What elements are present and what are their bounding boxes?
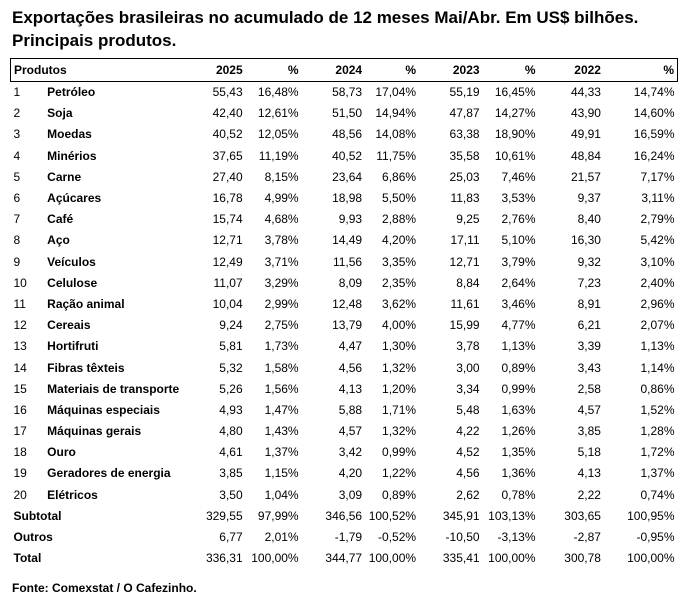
value-cell: 9,37 bbox=[577, 191, 601, 206]
summary-value-cell: 345,91 bbox=[442, 508, 480, 523]
summary-row bbox=[11, 505, 678, 526]
table-row bbox=[11, 293, 678, 314]
value-cell: 0,74% bbox=[640, 487, 675, 502]
value-cell: 6,86% bbox=[382, 169, 417, 184]
table-row bbox=[11, 357, 678, 378]
value-cell: 0,86% bbox=[640, 381, 675, 396]
product-name-cell: Moedas bbox=[47, 127, 92, 142]
title-line-1: Exportações brasileiras no acumulado de 12 meses Mai/Abr. Em US$ bilhões. bbox=[12, 8, 639, 27]
rank-cell: 16 bbox=[13, 402, 27, 417]
value-cell: 16,59% bbox=[633, 127, 675, 142]
product-name-cell: Geradores de energia bbox=[47, 466, 171, 481]
value-cell: 1,52% bbox=[640, 402, 675, 417]
summary-label-cell: Total bbox=[13, 551, 42, 566]
product-name-cell: Hortifruti bbox=[47, 339, 99, 354]
summary-value-cell: 100,00% bbox=[627, 551, 675, 566]
value-cell: 7,46% bbox=[501, 169, 536, 184]
value-cell: 5,50% bbox=[382, 191, 417, 206]
value-cell: 9,93 bbox=[338, 212, 363, 227]
value-cell: 55,19 bbox=[449, 85, 480, 100]
value-cell: 23,64 bbox=[332, 169, 363, 184]
value-cell: 3,78 bbox=[456, 339, 480, 354]
value-cell: 12,49 bbox=[212, 254, 243, 269]
rank-cell: 14 bbox=[13, 360, 27, 375]
value-cell: 1,35% bbox=[501, 445, 536, 460]
rank-cell: 19 bbox=[13, 466, 27, 481]
value-cell: 9,25 bbox=[456, 212, 480, 227]
value-cell: 35,58 bbox=[449, 148, 480, 163]
rank-cell: 15 bbox=[13, 381, 27, 396]
header-pct-2025: % bbox=[246, 59, 302, 82]
summary-value-cell: 97,99% bbox=[257, 508, 299, 523]
value-cell: 3,00 bbox=[456, 360, 480, 375]
value-cell: 9,24 bbox=[219, 318, 243, 333]
rank-cell: 7 bbox=[13, 212, 21, 227]
value-cell: 3,50 bbox=[219, 487, 243, 502]
product-name-cell: Carne bbox=[47, 169, 82, 184]
value-cell: 16,78 bbox=[212, 191, 243, 206]
product-name-cell: Ouro bbox=[47, 445, 76, 460]
value-cell: 11,83 bbox=[450, 191, 480, 206]
product-name-cell: Máquinas especiais bbox=[47, 402, 160, 417]
summary-value-cell: 103,13% bbox=[488, 508, 536, 523]
value-cell: 25,03 bbox=[449, 169, 480, 184]
table-header-row bbox=[11, 59, 678, 82]
value-cell: 1,22% bbox=[382, 466, 417, 481]
summary-value-cell: 303,65 bbox=[564, 508, 601, 523]
value-cell: 0,89% bbox=[501, 360, 536, 375]
value-cell: 4,20 bbox=[338, 466, 363, 481]
value-cell: 5,81 bbox=[219, 339, 243, 354]
summary-value-cell: 329,55 bbox=[205, 508, 243, 523]
table-row bbox=[11, 272, 678, 293]
value-cell: 1,37% bbox=[264, 445, 299, 460]
value-cell: 6,21 bbox=[577, 318, 601, 333]
value-cell: 4,57 bbox=[577, 402, 601, 417]
table-row bbox=[11, 442, 678, 463]
value-cell: 1,30% bbox=[382, 339, 417, 354]
summary-value-cell: -1,79 bbox=[334, 530, 363, 545]
value-cell: 2,35% bbox=[382, 275, 417, 290]
summary-value-cell: -3,13% bbox=[497, 530, 536, 545]
value-cell: 4,80 bbox=[219, 424, 243, 439]
value-cell: 1,63% bbox=[501, 402, 536, 417]
value-cell: 4,61 bbox=[219, 445, 243, 460]
summary-value-cell: 100,00% bbox=[488, 551, 536, 566]
summary-value-cell: -10,50 bbox=[445, 530, 480, 545]
value-cell: 18,98 bbox=[332, 191, 363, 206]
value-cell: 3,62% bbox=[382, 296, 417, 311]
value-cell: 55,43 bbox=[212, 85, 243, 100]
value-cell: 13,79 bbox=[332, 318, 363, 333]
value-cell: 4,56 bbox=[338, 360, 363, 375]
value-cell: 1,71% bbox=[382, 402, 417, 417]
value-cell: 1,04% bbox=[264, 487, 299, 502]
value-cell: 0,99% bbox=[382, 445, 417, 460]
value-cell: 11,07 bbox=[213, 275, 243, 290]
value-cell: 1,72% bbox=[640, 445, 675, 460]
value-cell: 14,60% bbox=[633, 106, 675, 121]
rank-cell: 11 bbox=[13, 296, 26, 311]
value-cell: 2,58 bbox=[577, 381, 601, 396]
value-cell: 2,79% bbox=[640, 212, 675, 227]
table-row bbox=[11, 421, 678, 442]
table-row bbox=[11, 124, 678, 145]
value-cell: 17,04% bbox=[375, 85, 417, 100]
value-cell: 4,00% bbox=[382, 318, 417, 333]
table-row bbox=[11, 399, 678, 420]
summary-value-cell: 100,95% bbox=[627, 508, 675, 523]
summary-row bbox=[11, 526, 678, 547]
value-cell: 4,13 bbox=[577, 466, 601, 481]
table-row bbox=[11, 145, 678, 166]
rank-cell: 9 bbox=[13, 254, 21, 269]
rank-cell: 2 bbox=[13, 106, 21, 121]
value-cell: 3,11% bbox=[641, 191, 675, 206]
value-cell: 2,40% bbox=[640, 275, 675, 290]
value-cell: 1,47% bbox=[264, 402, 299, 417]
rank-cell: 6 bbox=[13, 191, 21, 206]
value-cell: 14,74% bbox=[633, 85, 675, 100]
product-name-cell: Petróleo bbox=[47, 85, 96, 100]
value-cell: 1,14% bbox=[640, 360, 675, 375]
value-cell: 16,48% bbox=[257, 85, 299, 100]
value-cell: 1,37% bbox=[640, 466, 675, 481]
product-name-cell: Celulose bbox=[47, 275, 98, 290]
header-pct-2024: % bbox=[365, 59, 419, 82]
value-cell: 4,77% bbox=[501, 318, 536, 333]
table-row bbox=[11, 82, 678, 103]
value-cell: 11,75% bbox=[376, 148, 417, 163]
value-cell: 1,73% bbox=[264, 339, 299, 354]
header-pct-2022: % bbox=[604, 59, 678, 82]
summary-value-cell: 300,78 bbox=[564, 551, 601, 566]
value-cell: 40,52 bbox=[332, 148, 363, 163]
value-cell: 4,52 bbox=[456, 445, 480, 460]
value-cell: 4,93 bbox=[219, 402, 243, 417]
value-cell: 1,43% bbox=[264, 424, 299, 439]
value-cell: 3,09 bbox=[338, 487, 363, 502]
value-cell: 3,42 bbox=[338, 445, 363, 460]
value-cell: 11,61 bbox=[450, 296, 480, 311]
summary-value-cell: 100,00% bbox=[368, 551, 417, 566]
value-cell: 2,62 bbox=[456, 487, 480, 502]
value-cell: 16,30 bbox=[570, 233, 601, 248]
product-name-cell: Aço bbox=[47, 233, 70, 248]
value-cell: 3,46% bbox=[501, 296, 536, 311]
value-cell: 8,09 bbox=[338, 275, 363, 290]
value-cell: 63,38 bbox=[449, 127, 480, 142]
value-cell: 42,40 bbox=[212, 106, 243, 121]
document-title bbox=[12, 6, 638, 52]
value-cell: 16,45% bbox=[494, 85, 536, 100]
table-row bbox=[11, 378, 678, 399]
rank-cell: 5 bbox=[13, 169, 21, 184]
value-cell: 1,58% bbox=[264, 360, 299, 375]
rank-cell: 10 bbox=[13, 275, 27, 290]
header-produtos: Produtos bbox=[11, 59, 192, 82]
value-cell: 3,71% bbox=[264, 254, 299, 269]
table-row bbox=[11, 209, 678, 230]
value-cell: 5,48 bbox=[456, 402, 480, 417]
value-cell: 2,22 bbox=[577, 487, 601, 502]
value-cell: 2,75% bbox=[264, 318, 299, 333]
value-cell: 14,49 bbox=[332, 233, 363, 248]
product-name-cell: Fibras têxteis bbox=[47, 360, 125, 375]
value-cell: 3,85 bbox=[219, 466, 243, 481]
value-cell: 2,64% bbox=[501, 275, 536, 290]
table-row bbox=[11, 166, 678, 187]
summary-value-cell: 100,52% bbox=[368, 508, 417, 523]
value-cell: 8,15% bbox=[264, 169, 299, 184]
value-cell: 48,56 bbox=[332, 127, 363, 142]
value-cell: 51,50 bbox=[332, 106, 363, 121]
value-cell: 8,91 bbox=[577, 296, 601, 311]
rank-cell: 18 bbox=[13, 445, 27, 460]
value-cell: 10,04 bbox=[212, 296, 243, 311]
value-cell: 0,78% bbox=[501, 487, 536, 502]
value-cell: 0,89% bbox=[382, 487, 417, 502]
value-cell: 12,61% bbox=[257, 106, 299, 121]
header-2022: 2022 bbox=[539, 59, 604, 82]
value-cell: 1,32% bbox=[382, 360, 417, 375]
value-cell: 3,29% bbox=[264, 275, 299, 290]
value-cell: 1,32% bbox=[382, 424, 417, 439]
value-cell: 3,43 bbox=[577, 360, 601, 375]
value-cell: 27,40 bbox=[212, 169, 243, 184]
product-name-cell: Máquinas gerais bbox=[47, 424, 142, 439]
exports-table bbox=[10, 58, 678, 569]
summary-value-cell: -0,52% bbox=[378, 530, 417, 545]
value-cell: 12,71 bbox=[449, 254, 480, 269]
value-cell: 4,57 bbox=[338, 424, 363, 439]
value-cell: 16,24% bbox=[633, 148, 675, 163]
value-cell: 21,57 bbox=[570, 169, 601, 184]
value-cell: 3,78% bbox=[264, 233, 299, 248]
product-name-cell: Ração animal bbox=[47, 296, 125, 311]
value-cell: 3,79% bbox=[501, 254, 536, 269]
value-cell: 8,84 bbox=[456, 275, 480, 290]
header-2024: 2024 bbox=[302, 59, 366, 82]
rank-cell: 3 bbox=[13, 127, 21, 142]
value-cell: 5,18 bbox=[577, 445, 601, 460]
value-cell: 15,74 bbox=[212, 212, 243, 227]
title-line-2: Principais produtos. bbox=[12, 31, 177, 50]
summary-label-cell: Outros bbox=[13, 530, 53, 545]
table-row bbox=[11, 463, 678, 484]
product-name-cell: Materiais de transporte bbox=[47, 381, 180, 396]
value-cell: 7,17% bbox=[640, 169, 675, 184]
summary-value-cell: 344,77 bbox=[325, 551, 363, 566]
value-cell: 2,76% bbox=[501, 212, 536, 227]
product-name-cell: Elétricos bbox=[47, 487, 98, 502]
value-cell: 2,96% bbox=[640, 296, 675, 311]
value-cell: 10,61% bbox=[494, 148, 536, 163]
value-cell: 9,32 bbox=[577, 254, 601, 269]
header-2023: 2023 bbox=[419, 59, 483, 82]
value-cell: 58,73 bbox=[332, 85, 363, 100]
value-cell: 3,85 bbox=[577, 424, 601, 439]
header-2025: 2025 bbox=[192, 59, 246, 82]
value-cell: 2,07% bbox=[640, 318, 675, 333]
source-footer: Fonte: Comexstat / O Cafezinho. bbox=[12, 581, 197, 595]
value-cell: 11,56 bbox=[332, 254, 363, 269]
value-cell: 4,20% bbox=[382, 233, 417, 248]
table-row bbox=[11, 187, 678, 208]
value-cell: 3,39 bbox=[577, 339, 601, 354]
product-name-cell: Café bbox=[47, 212, 74, 227]
value-cell: 40,52 bbox=[212, 127, 243, 142]
value-cell: 3,34 bbox=[456, 381, 480, 396]
product-name-cell: Soja bbox=[47, 106, 73, 121]
rank-cell: 1 bbox=[13, 85, 21, 100]
rank-cell: 12 bbox=[13, 318, 27, 333]
value-cell: 2,88% bbox=[382, 212, 417, 227]
value-cell: 14,08% bbox=[375, 127, 417, 142]
value-cell: 37,65 bbox=[212, 148, 243, 163]
value-cell: 43,90 bbox=[570, 106, 601, 121]
value-cell: 1,28% bbox=[640, 424, 675, 439]
value-cell: 12,05% bbox=[257, 127, 299, 142]
value-cell: 11,19% bbox=[258, 148, 299, 163]
product-name-cell: Minérios bbox=[47, 148, 97, 163]
summary-value-cell: -0,95% bbox=[636, 530, 675, 545]
value-cell: 14,94% bbox=[375, 106, 417, 121]
value-cell: 1,20% bbox=[382, 381, 417, 396]
value-cell: 18,90% bbox=[494, 127, 536, 142]
rank-cell: 20 bbox=[13, 487, 27, 502]
table-row bbox=[11, 230, 678, 251]
header-pct-2023: % bbox=[483, 59, 539, 82]
value-cell: 3,53% bbox=[501, 191, 536, 206]
value-cell: 48,84 bbox=[570, 148, 601, 163]
value-cell: 1,15% bbox=[264, 466, 299, 481]
value-cell: 12,71 bbox=[212, 233, 243, 248]
value-cell: 1,36% bbox=[501, 466, 536, 481]
value-cell: 49,91 bbox=[570, 127, 601, 142]
value-cell: 1,56% bbox=[264, 381, 299, 396]
table-row bbox=[11, 103, 678, 124]
value-cell: 5,26 bbox=[219, 381, 243, 396]
value-cell: 7,23 bbox=[577, 275, 601, 290]
summary-value-cell: 6,77 bbox=[219, 530, 243, 545]
table-row bbox=[11, 315, 678, 336]
value-cell: 2,99% bbox=[264, 296, 299, 311]
rank-cell: 17 bbox=[13, 424, 27, 439]
value-cell: 4,22 bbox=[456, 424, 480, 439]
value-cell: 4,56 bbox=[456, 466, 480, 481]
value-cell: 4,68% bbox=[264, 212, 299, 227]
summary-value-cell: -2,87 bbox=[573, 530, 601, 545]
value-cell: 1,13% bbox=[501, 339, 536, 354]
summary-value-cell: 100,00% bbox=[251, 551, 299, 566]
summary-label-cell: Subtotal bbox=[13, 508, 62, 523]
summary-row bbox=[11, 548, 678, 569]
rank-cell: 13 bbox=[13, 339, 27, 354]
value-cell: 15,99 bbox=[449, 318, 480, 333]
summary-value-cell: 2,01% bbox=[264, 530, 299, 545]
value-cell: 8,40 bbox=[577, 212, 601, 227]
product-name-cell: Veículos bbox=[47, 254, 96, 269]
value-cell: 3,10% bbox=[640, 254, 675, 269]
value-cell: 4,13 bbox=[338, 381, 363, 396]
value-cell: 4,47 bbox=[338, 339, 363, 354]
table-row bbox=[11, 336, 678, 357]
table-row bbox=[11, 251, 678, 272]
summary-value-cell: 346,56 bbox=[325, 508, 363, 523]
value-cell: 1,13% bbox=[640, 339, 675, 354]
rank-cell: 4 bbox=[13, 148, 21, 163]
value-cell: 14,27% bbox=[494, 106, 536, 121]
value-cell: 1,26% bbox=[501, 424, 536, 439]
value-cell: 5,42% bbox=[640, 233, 675, 248]
value-cell: 17,11 bbox=[450, 233, 480, 248]
value-cell: 5,88 bbox=[338, 402, 363, 417]
summary-value-cell: 335,41 bbox=[442, 551, 480, 566]
value-cell: 12,48 bbox=[332, 296, 363, 311]
value-cell: 44,33 bbox=[570, 85, 601, 100]
value-cell: 4,99% bbox=[264, 191, 299, 206]
value-cell: 5,10% bbox=[501, 233, 536, 248]
value-cell: 0,99% bbox=[501, 381, 536, 396]
product-name-cell: Cereais bbox=[47, 318, 91, 333]
rank-cell: 8 bbox=[13, 233, 21, 248]
summary-value-cell: 336,31 bbox=[205, 551, 243, 566]
value-cell: 47,87 bbox=[449, 106, 480, 121]
value-cell: 5,32 bbox=[219, 360, 243, 375]
table-row bbox=[11, 484, 678, 505]
product-name-cell: Açúcares bbox=[47, 191, 102, 206]
value-cell: 3,35% bbox=[382, 254, 417, 269]
